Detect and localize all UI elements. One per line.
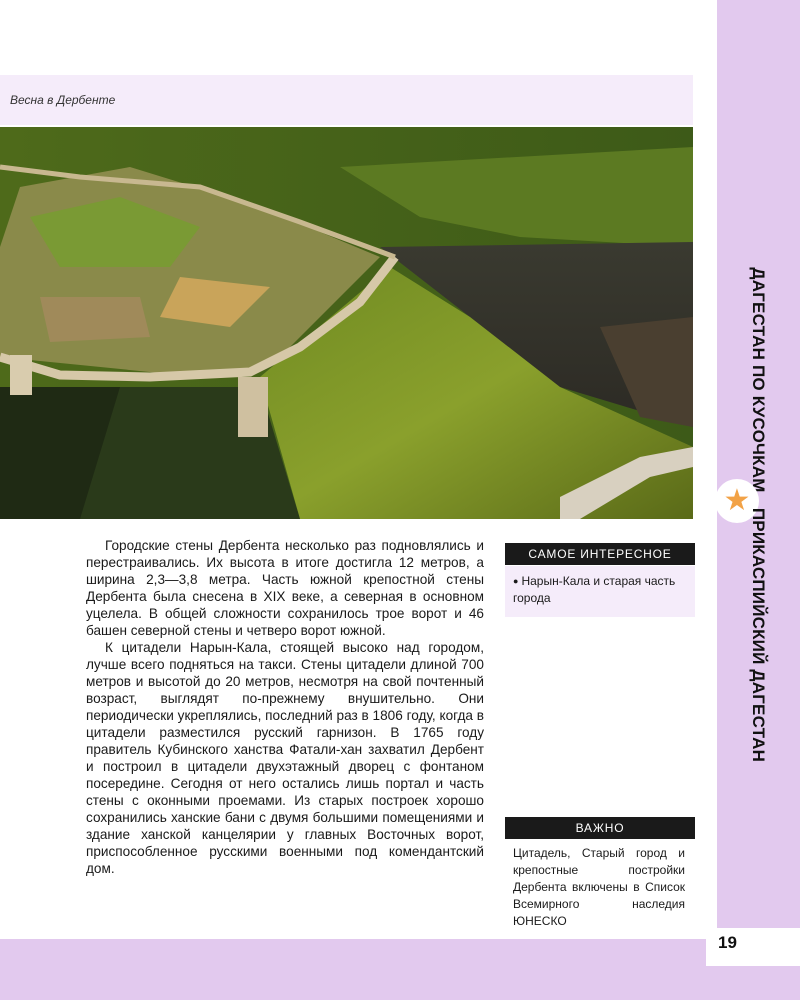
box-item: Нарын-Кала и старая часть города — [513, 574, 676, 605]
page-number: 19 — [718, 933, 737, 952]
box-most-interesting-title: САМОЕ ИНТЕРЕСНОЕ — [505, 543, 695, 565]
box-important-body: Цитадель, Старый город и крепостные постройки Дербента включены в Список Всемирного наследия ЮНЕСКО — [505, 841, 695, 932]
paragraph-citadel: К цитадели Нарын-Кала, стоящей высоко над городом, лучше всего подняться на такси. Стены цитадели длиной 700 метров и высотой до 20 метров, несмотря на свой почтенный возраст, выглядят по-прежнему внушительно. Они периодически укреплялись, последний раз в 1806 году, когда в цитадели разместился русский гарнизон. В 1765 году правитель Кубинского ханства Фатали-хан захватил Дербент и построил в цитадели двухэтажный дворец с фонтаном посередине. Сегодня от него остались лишь портал и часть стены с оконными проемами. Из старых построек хорошо сохранились ханские бани с двумя большими помещениями и здание ханской канцелярии у главных Восточных ворот, приспособленное русскими военными под комендантский дом. — [86, 640, 484, 876]
bullet-icon: ● — [513, 576, 519, 586]
bottom-band — [0, 939, 717, 1000]
section-title-top: ДАГЕСТАН ПО КУСОЧКАМ — [749, 267, 768, 493]
star-icon: ★ — [723, 483, 751, 518]
box-most-interesting-body — [505, 566, 695, 617]
main-article — [86, 537, 484, 877]
box-important-title: ВАЖНО — [505, 817, 695, 839]
running-header — [0, 75, 693, 125]
running-header-title: Весна в Дербенте — [10, 93, 116, 107]
fortress-photo — [0, 127, 693, 519]
paragraph-walls: Городские стены Дербента несколько раз подновлялись и перестраивались. Их высота в итоге достигла 12 метров, а ширина 2,3—3,8 метра. Часть южной крепостной стены Дербента была снесена в XIX веке, а северная в основном уцелела. В общей сложности сохранилось трое ворот и 46 башен северной стены и четверо ворот южной. — [86, 538, 484, 638]
section-title-bottom: ПРИКАСПИЙСКИЙ ДАГЕСТАН — [749, 507, 768, 763]
